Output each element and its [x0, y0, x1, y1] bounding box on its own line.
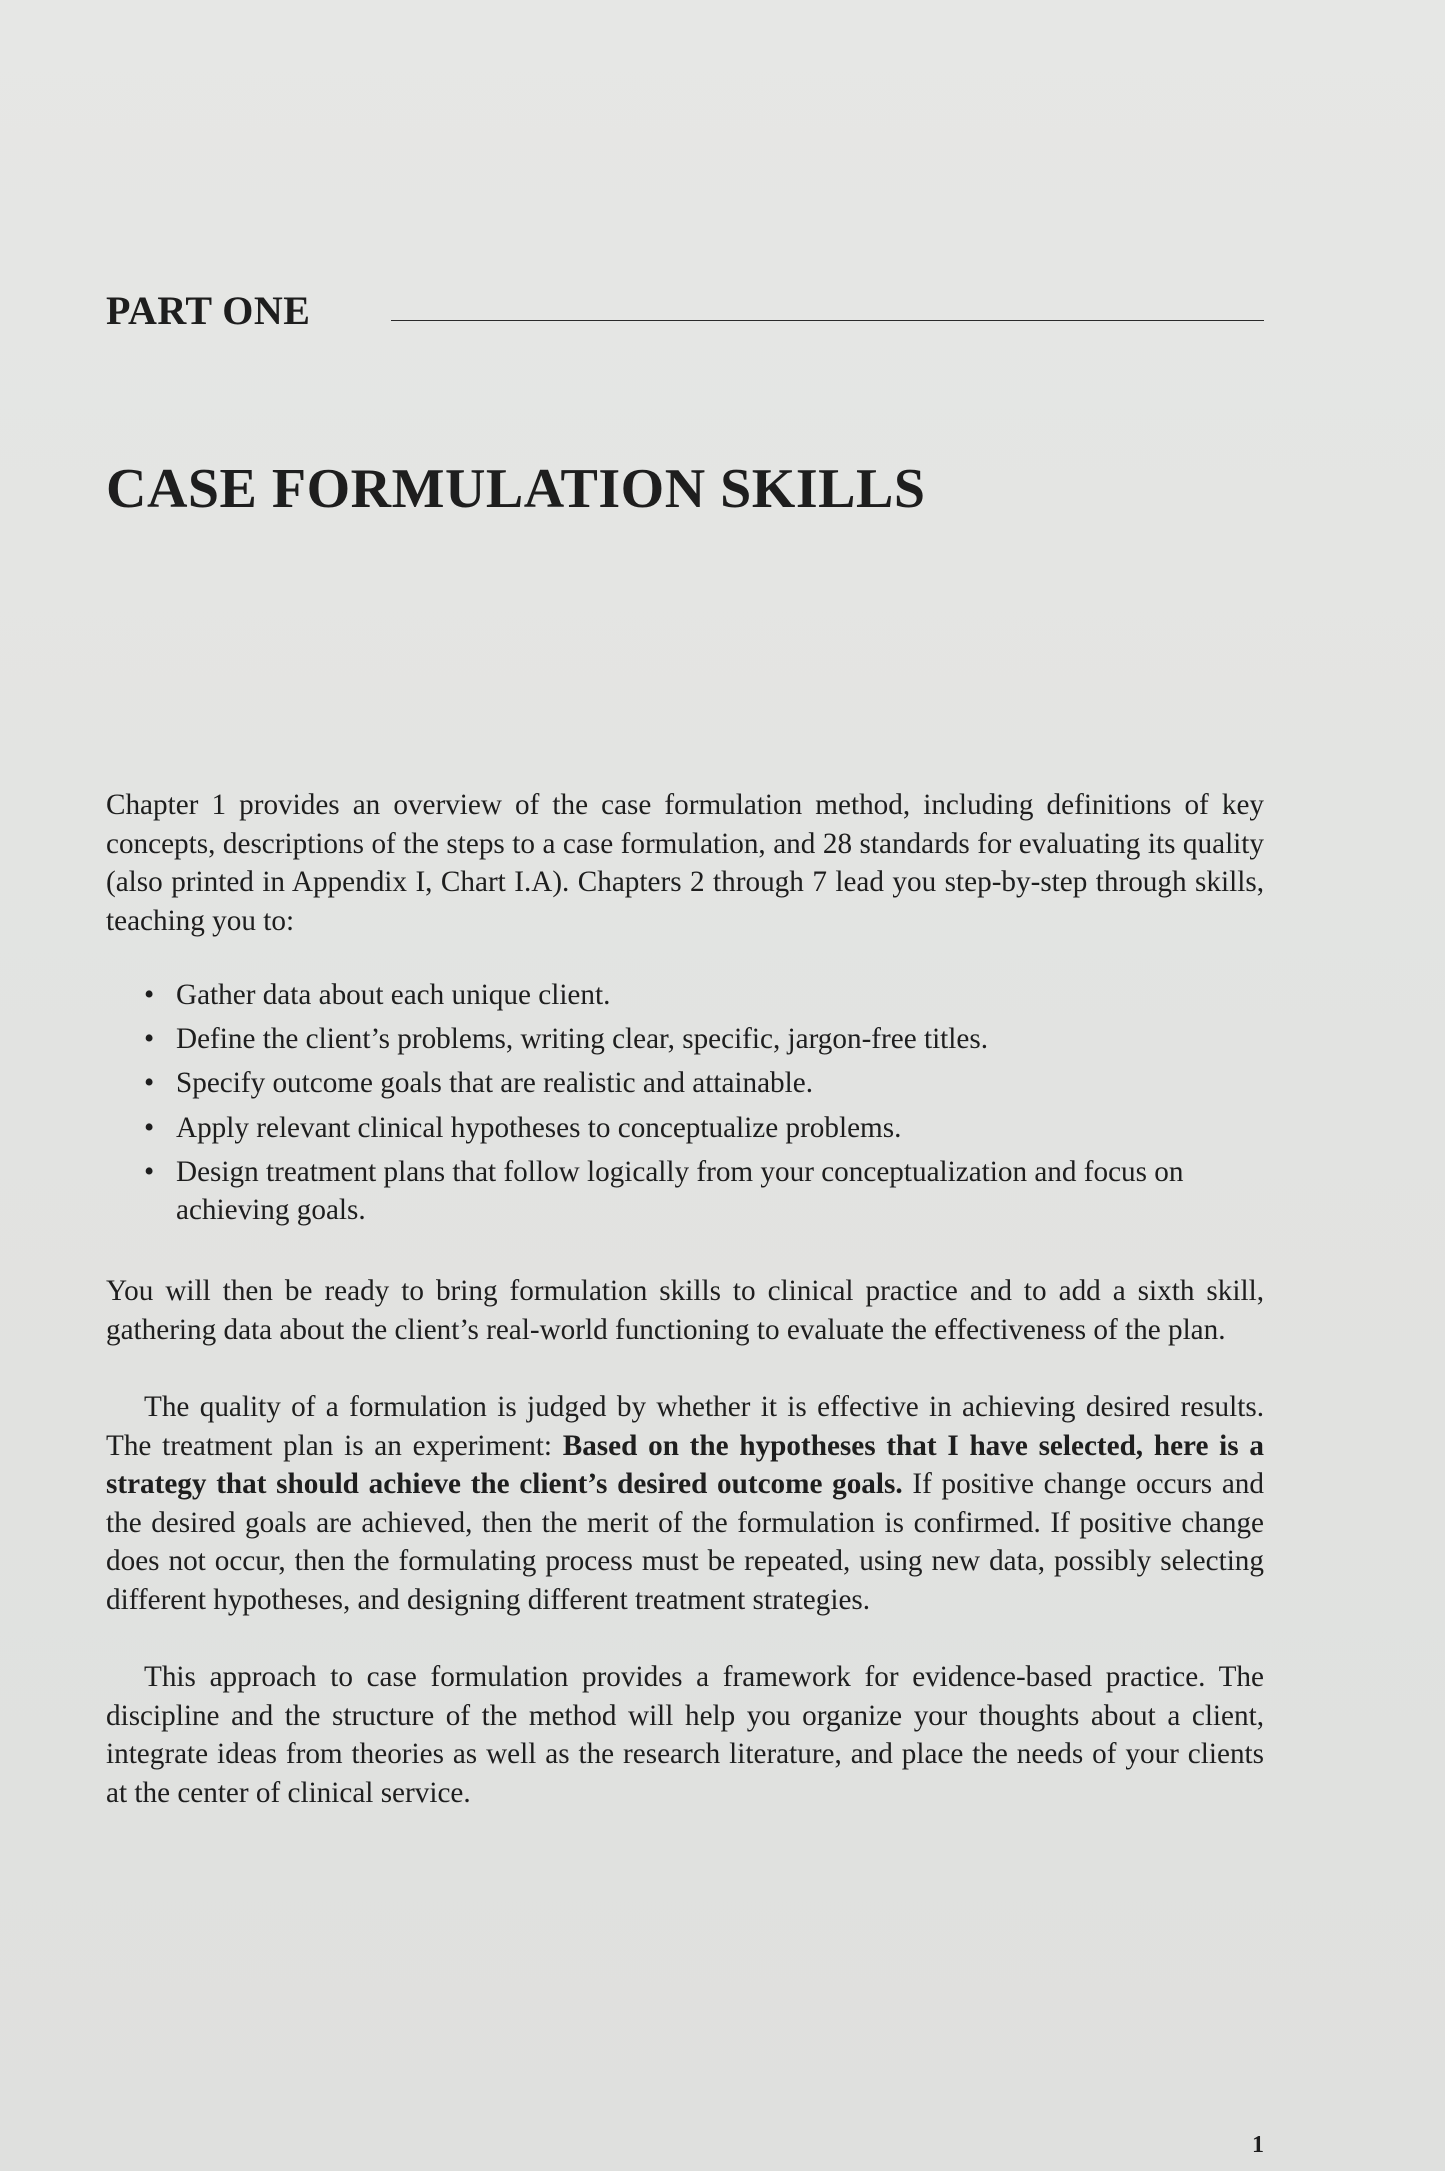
- paragraph-text: The quality of a formulation is judged by whether it is effective in achieving desired results. The treatment plan is an experiment:: [106, 1391, 1264, 1462]
- list-item-text: Apply relevant clinical hypotheses to conceptualize problems.: [176, 1111, 902, 1144]
- paragraph-evidence-based-practice: This approach to case formulation provides a framework for evidence-based practice. The discipline and the structure of the method will help you organize your thoughts about a client, integrate ideas from theories as well as the research literature, and place the needs of your clients at the center of clinical service.: [106, 1661, 1264, 1809]
- list-item: [106, 1020, 1264, 1059]
- part-label: PART ONE: [106, 288, 311, 333]
- list-item: [106, 976, 1264, 1015]
- part-header-rule: [391, 320, 1264, 321]
- part-header: [106, 287, 1264, 337]
- bullet-marker: •: [144, 1111, 155, 1144]
- list-item: [106, 1109, 1264, 1148]
- paragraph-sixth-skill: You will then be ready to bring formulation skills to clinical practice and to add a sixth skill, gathering data about the client’s real-world functioning to evaluate the effectiveness of the plan.: [106, 1275, 1264, 1346]
- bullet-marker: •: [144, 979, 155, 1011]
- bullet-marker: •: [144, 1067, 155, 1100]
- show-through-text: [150, 150, 161, 201]
- intro-paragraph: Chapter 1 provides an overview of the case formulation method, including definitions of key concepts, descriptions of the steps to a case formulation, and 28 standards for evaluating its quality (also printed in Appendix I, Chart I.A). Chapters 2 through 7 lead you step-by-step through skills, teaching you to:: [106, 789, 1264, 937]
- list-item-text: Define the client’s problems, writing clear, specific, jargon-free titles.: [176, 1023, 989, 1056]
- emphasized-hypothesis-statement: Based on the hypotheses that I have selected, here is a strategy that should achieve the client’s desired outcome goals.: [106, 1429, 1264, 1501]
- skills-list: [106, 976, 1264, 1236]
- list-item-text: Gather data about each unique client.: [176, 979, 611, 1011]
- page-number: 1: [1252, 2132, 1264, 2158]
- part-title: CASE FORMULATION SKILLS: [106, 458, 926, 520]
- list-item-text: Specify outcome goals that are realistic and attainable.: [176, 1067, 814, 1100]
- paragraph-formulation-quality: [106, 1388, 1264, 1620]
- list-item-text: Design treatment plans that follow logically from your conceptualization and focus on achieving goals.: [176, 1155, 1184, 1227]
- list-item: [106, 1153, 1264, 1230]
- list-item: [106, 1064, 1264, 1103]
- paragraph-text: If positive change occurs and the desired goals are achieved, then the merit of the formulation is confirmed. If positive change does not occur, then the formulating process must be repeated, using new data, possibly selecting different hypotheses, and designing different treatment strategies.: [106, 1468, 1264, 1616]
- bullet-marker: •: [144, 1023, 155, 1056]
- bullet-marker: •: [144, 1155, 155, 1188]
